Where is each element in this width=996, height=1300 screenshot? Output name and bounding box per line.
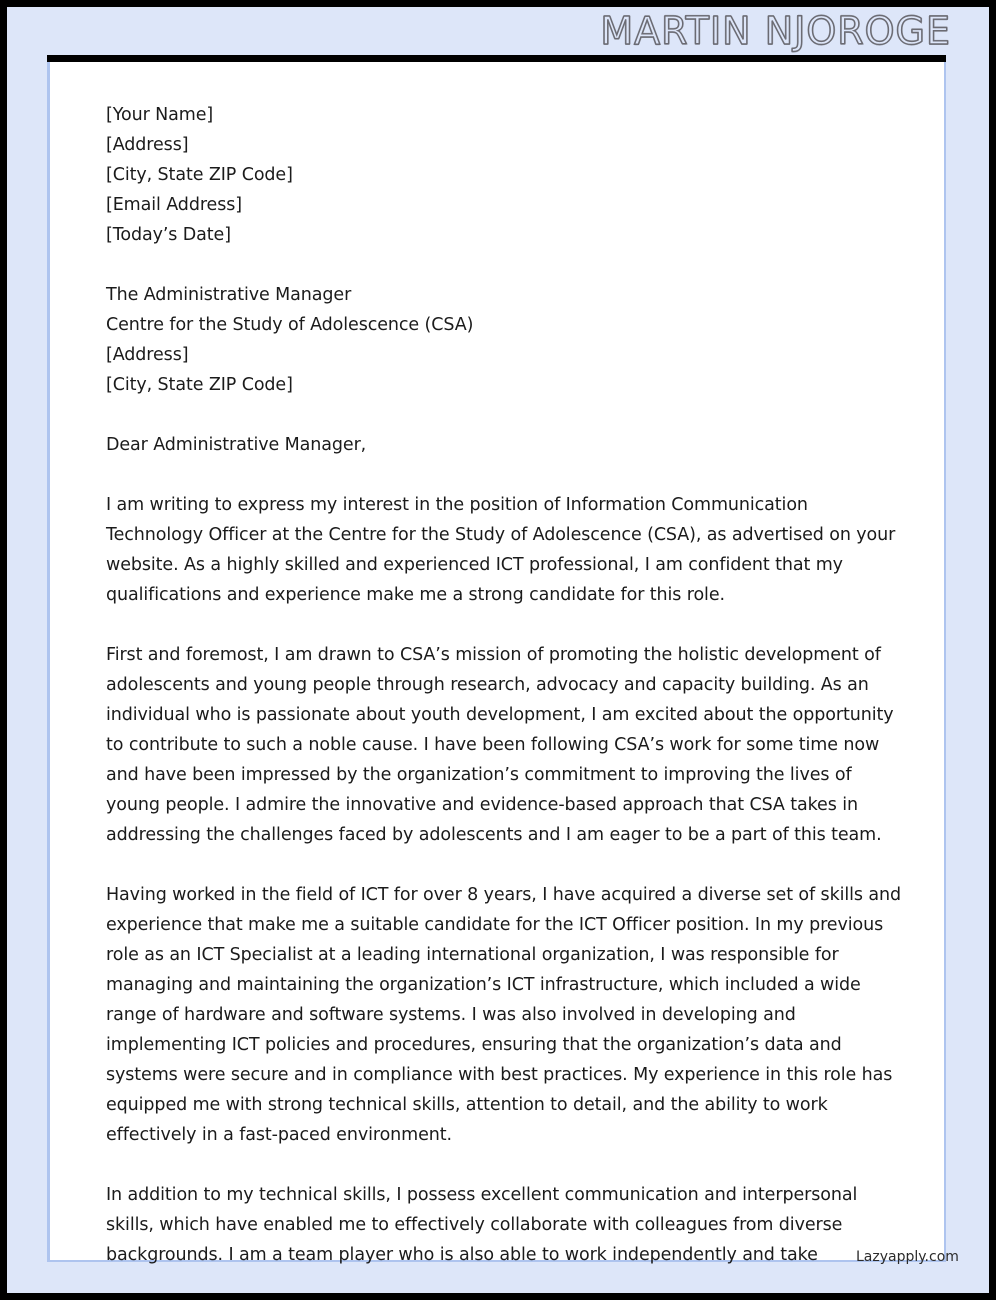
sender-email-line: [Email Address] — [106, 195, 242, 215]
letterhead — [7, 7, 989, 55]
letter-body — [106, 100, 906, 1270]
letter-paragraph: I am writing to express my interest in the position of Information Communication Technology Officer at the Centre for the Study of Adolescence (CSA), as advertised on your website. As a highly skilled and experienced ICT professional, I am confident that my qualifications and experience make me a strong candidate for this role. — [106, 495, 896, 605]
header-divider-rule — [47, 55, 946, 62]
sender-date-line: [Today’s Date] — [106, 225, 231, 245]
recipient-city-state-line: [City, State ZIP Code] — [106, 375, 293, 395]
sender-name-line: [Your Name] — [106, 105, 214, 125]
salutation-block — [106, 430, 906, 460]
lazyapply-watermark: Lazyapply.com — [856, 1249, 959, 1265]
recipient-organization-line: Centre for the Study of Adolescence (CSA) — [106, 315, 474, 335]
letter-paragraph-block — [106, 880, 906, 1150]
letterhead-name: MARTIN NJOROGE — [600, 9, 951, 53]
letter-paragraph: First and foremost, I am drawn to CSA’s mission of promoting the holistic development of adolescents and young people through research, advocacy and capacity building. As an individual who is passionate about youth development, I am excited about the opportunity to contribute to such a noble cause. I have been following CSA’s work for some time now and have been impressed by the organization’s commitment to improving the lives of young people. I admire the innovative and evidence-based approach that CSA takes in addressing the challenges faced by adolescents and I am eager to be a part of this team. — [106, 645, 894, 845]
recipient-address-line: [Address] — [106, 345, 189, 365]
letter-paragraph-block — [106, 490, 906, 610]
document-canvas — [7, 7, 989, 1293]
sender-address-line: [Address] — [106, 135, 189, 155]
sender-address-block — [106, 100, 906, 250]
letter-paragraph: In addition to my technical skills, I possess excellent communication and interpersonal skills, which have enabled me to effectively collaborate with colleagues from diverse backgrounds. I am a team player who is also able to work independently and take — [106, 1185, 858, 1265]
salutation: Dear Administrative Manager, — [106, 435, 367, 455]
letter-paragraph: Having worked in the field of ICT for over 8 years, I have acquired a diverse set of skills and experience that make me a suitable candidate for the ICT Officer position. In my previous role as an ICT Specialist at a leading international organization, I was responsible for managing and maintaining the organization’s ICT infrastructure, which included a wide range of hardware and software systems. I was also involved in developing and implementing ICT policies and procedures, ensuring that the organization’s data and systems were secure and in compliance with best practices. My experience in this role has equipped me with strong technical skills, attention to detail, and the ability to work effectively in a fast-paced environment. — [106, 885, 901, 1145]
sender-city-state-line: [City, State ZIP Code] — [106, 165, 293, 185]
recipient-title-line: The Administrative Manager — [106, 285, 352, 305]
letter-paragraph-block — [106, 640, 906, 850]
letter-paragraph-block — [106, 1180, 906, 1270]
recipient-address-block — [106, 280, 906, 400]
